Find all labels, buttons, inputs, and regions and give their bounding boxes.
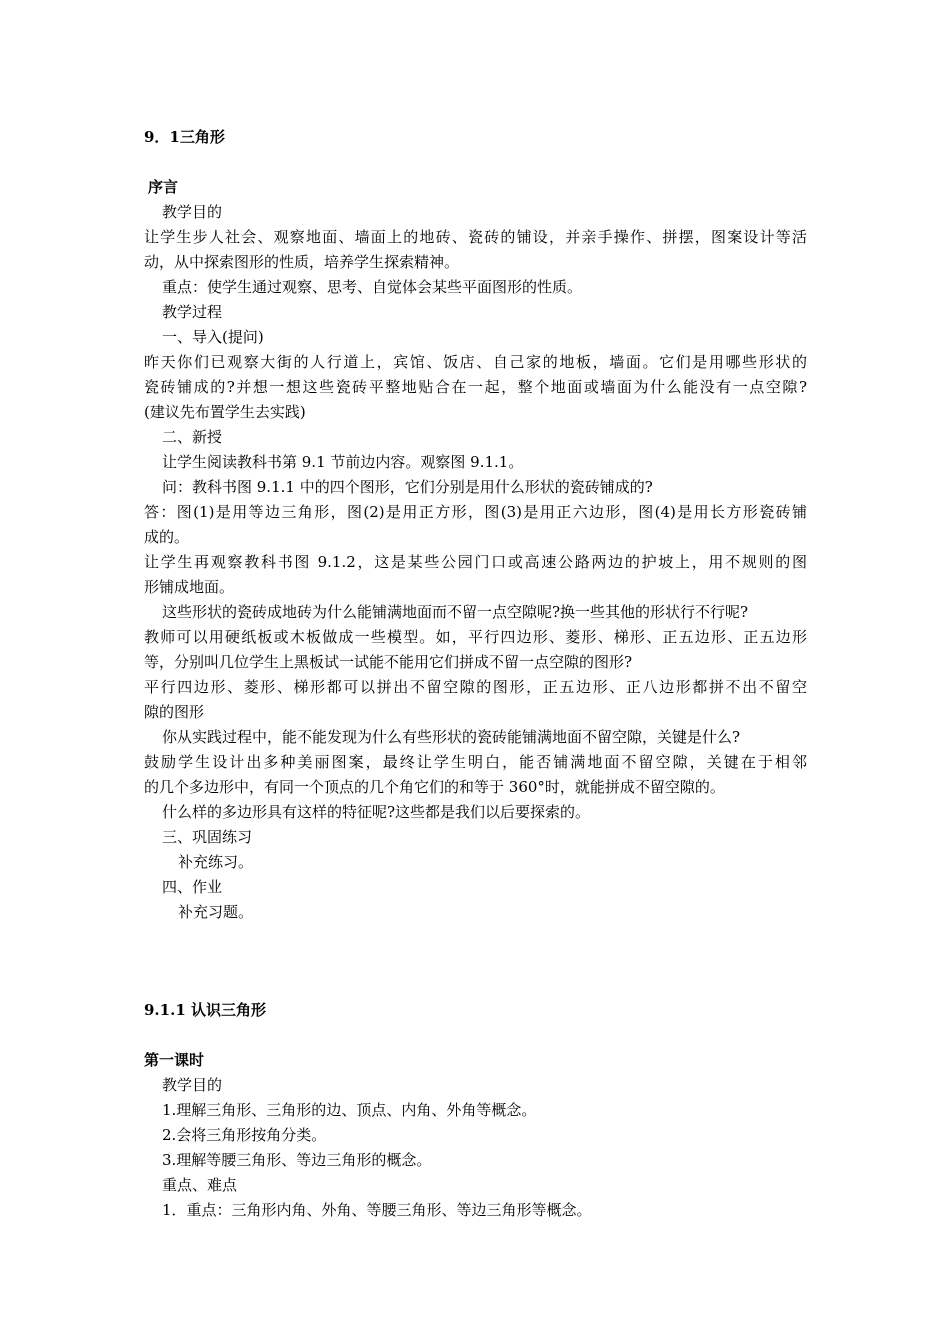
paragraph-line: 的几个多边形中，有同一个顶点的几个角它们的和等于 360°时，就能拼成不留空隙的。 xyxy=(144,778,725,796)
paragraph-line: 你从实践过程中，能不能发现为什么有些形状的瓷砖能铺满地面不留空隙，关键是什么? xyxy=(162,728,741,746)
paragraph-line: 等，分别叫几位学生上黑板试一试能不能用它们拼成不留一点空隙的图形? xyxy=(144,653,633,671)
step-heading: 三、巩固练习 xyxy=(162,828,253,846)
paragraph-line: 什么样的多边形具有这样的特征呢?这些都是我们以后要探索的。 xyxy=(162,803,591,821)
subsection-title: 9.1.1 认识三角形 xyxy=(144,1001,266,1019)
goal-label: 教学目的 xyxy=(162,203,223,221)
paragraph-line: 让学生阅读教科书第 9.1 节前边内容。观察图 9.1.1。 xyxy=(162,453,524,471)
paragraph-line: 答：图(1)是用等边三角形，图(2)是用正方形，图(3)是用正六边形，图(4)是用长方形瓷砖铺 xyxy=(144,503,807,521)
paragraph-line: 让学生再观察教科书图 9.1.2，这是某些公园门口或高速公路两边的护坡上，用不规则的图 xyxy=(144,553,807,571)
process-label: 教学过程 xyxy=(162,303,223,321)
paragraph-line: 平行四边形、菱形、梯形都可以拼出不留空隙的图形，正五边形、正八边形都拼不出不留空 xyxy=(144,678,807,696)
list-item: 3.理解等腰三角形、等边三角形的概念。 xyxy=(162,1151,432,1169)
paragraph-line: 补充练习。 xyxy=(178,853,254,871)
key-label: 重点、难点 xyxy=(162,1176,238,1194)
paragraph-line: 补充习题。 xyxy=(178,903,254,921)
lesson-heading: 第一课时 xyxy=(144,1051,205,1069)
preface-heading: 序言 xyxy=(148,178,179,196)
paragraph-line: 鼓励学生设计出多种美丽图案，最终让学生明白，能否铺满地面不留空隙，关键在于相邻 xyxy=(144,753,807,771)
paragraph-line: 这些形状的瓷砖成地砖为什么能铺满地面而不留一点空隙呢?换一些其他的形状行不行呢? xyxy=(162,603,749,621)
step-heading: 一、导入(提问) xyxy=(162,328,264,346)
list-item: 1．重点：三角形内角、外角、等腰三角形、等边三角形等概念。 xyxy=(162,1201,592,1219)
paragraph-line: 昨天你们已观察大街的人行道上，宾馆、饭店、自己家的地板，墙面。它们是用哪些形状的 xyxy=(144,353,807,371)
key-point: 重点：使学生通过观察、思考、自觉体会某些平面图形的性质。 xyxy=(162,278,583,296)
paragraph-line: 瓷砖铺成的?并想一想这些瓷砖平整地贴合在一起，整个地面或墙面为什么能没有一点空隙? xyxy=(144,378,807,396)
list-item: 1.理解三角形、三角形的边、顶点、内角、外角等概念。 xyxy=(162,1101,537,1119)
paragraph-line: 让学生步人社会、观察地面、墙面上的地砖、瓷砖的铺设，并亲手操作、拼摆，图案设计等活 xyxy=(144,228,807,246)
step-heading: 二、新授 xyxy=(162,428,223,446)
list-item: 2.会将三角形按角分类。 xyxy=(162,1126,327,1144)
paragraph-line: 问：教科书图 9.1.1 中的四个图形，它们分别是用什么形状的瓷砖铺成的? xyxy=(162,478,653,496)
section-title: 9．1三角形 xyxy=(144,128,225,146)
paragraph-line: 隙的图形 xyxy=(144,703,205,721)
step-heading: 四、作业 xyxy=(162,878,223,896)
paragraph-line: 教师可以用硬纸板或木板做成一些模型。如，平行四边形、菱形、梯形、正五边形、正五边形 xyxy=(144,628,807,646)
goal-label: 教学目的 xyxy=(162,1076,223,1094)
paragraph-line: 动，从中探索图形的性质，培养学生探索精神。 xyxy=(144,253,460,271)
paragraph-line: 形铺成地面。 xyxy=(144,578,235,596)
paragraph-line: 成的。 xyxy=(144,528,190,546)
paragraph-line: (建议先布置学生去实践) xyxy=(144,403,306,421)
